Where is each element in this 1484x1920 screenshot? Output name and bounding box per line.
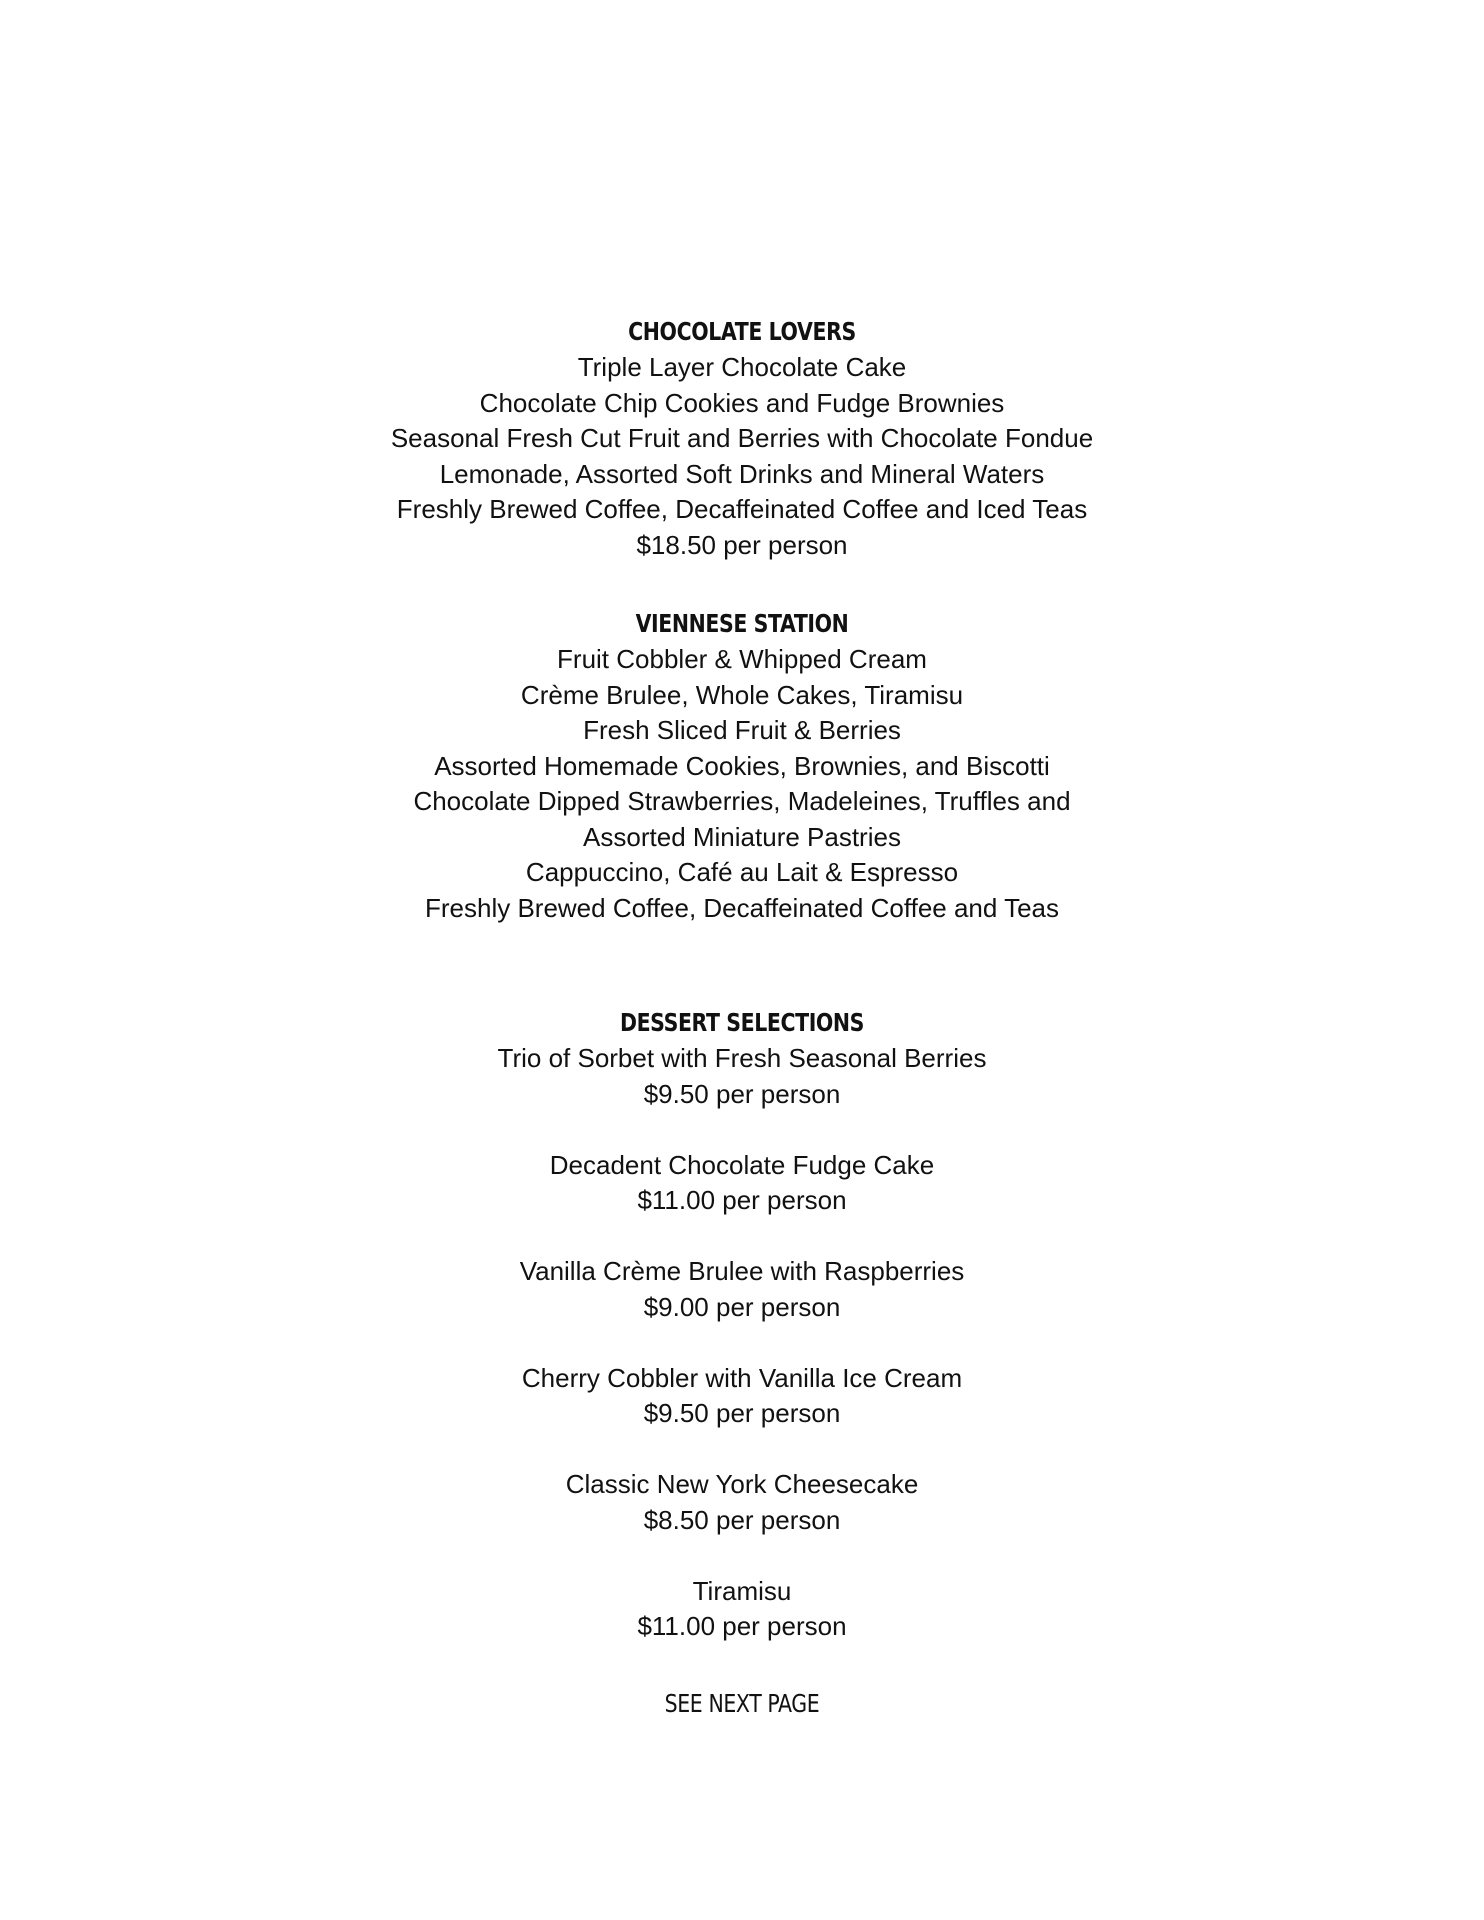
dessert-name: Decadent Chocolate Fudge Cake: [549, 1149, 935, 1180]
menu-line: Lemonade, Assorted Soft Drinks and Mineral Waters: [439, 458, 1045, 489]
see-next-page-label: SEE NEXT PAGE: [664, 1689, 820, 1718]
dessert-price: $11.00 per person: [637, 1185, 847, 1215]
dessert-item: [0, 1148, 1484, 1219]
dessert-price: $9.00 per person: [643, 1291, 841, 1322]
dessert-price: $9.50 per person: [643, 1398, 841, 1428]
menu-line: Freshly Brewed Coffee, Decaffeinated Coffee and Iced Teas: [396, 494, 1088, 524]
dessert-name: Classic New York Cheesecake: [565, 1469, 919, 1499]
dessert-item: [0, 1361, 1484, 1432]
dessert-item: [0, 1467, 1484, 1538]
dessert-name: Vanilla Crème Brulee with Raspberries: [519, 1256, 965, 1286]
menu-line: Assorted Miniature Pastries: [583, 821, 901, 852]
dessert-name: Tiramisu: [692, 1575, 792, 1606]
dessert-name: Trio of Sorbet with Fresh Seasonal Berries: [497, 1043, 987, 1073]
price-line: $18.50 per person: [636, 529, 848, 560]
dessert-item: [0, 1574, 1484, 1645]
menu-line: Assorted Homemade Cookies, Brownies, and Biscotti: [434, 750, 1050, 781]
menu-line: Seasonal Fresh Cut Fruit and Berries with Chocolate Fondue: [390, 423, 1094, 453]
dessert-name: Cherry Cobbler with Vanilla Ice Cream: [521, 1362, 963, 1393]
dessert-selections-section: [0, 1005, 1484, 1645]
section-heading: VIENNESE STATION: [635, 609, 849, 638]
dessert-item: [0, 1254, 1484, 1325]
menu-line: Crème Brulee, Whole Cakes, Tiramisu: [520, 679, 964, 710]
dessert-price: $9.50 per person: [643, 1078, 841, 1109]
menu-line: Chocolate Dipped Strawberries, Madeleines, Truffles and: [413, 786, 1071, 816]
menu-line: Freshly Brewed Coffee, Decaffeinated Coffee and Teas: [424, 892, 1060, 923]
menu-line: Fruit Cobbler & Whipped Cream: [557, 644, 927, 674]
dessert-item: [0, 1041, 1484, 1112]
menu-line: Chocolate Chip Cookies and Fudge Brownies: [479, 387, 1005, 418]
dessert-price: $11.00 per person: [637, 1611, 847, 1641]
viennese-station-section: [0, 606, 1484, 926]
chocolate-lovers-section: [0, 314, 1484, 563]
menu-line: Triple Layer Chocolate Cake: [577, 352, 907, 382]
dessert-price: $8.50 per person: [643, 1504, 841, 1535]
menu-line: Fresh Sliced Fruit & Berries: [583, 715, 901, 745]
section-heading: DESSERT SELECTIONS: [619, 1008, 865, 1037]
section-heading: CHOCOLATE LOVERS: [628, 317, 856, 346]
menu-line: Cappuccino, Café au Lait & Espresso: [525, 857, 959, 887]
